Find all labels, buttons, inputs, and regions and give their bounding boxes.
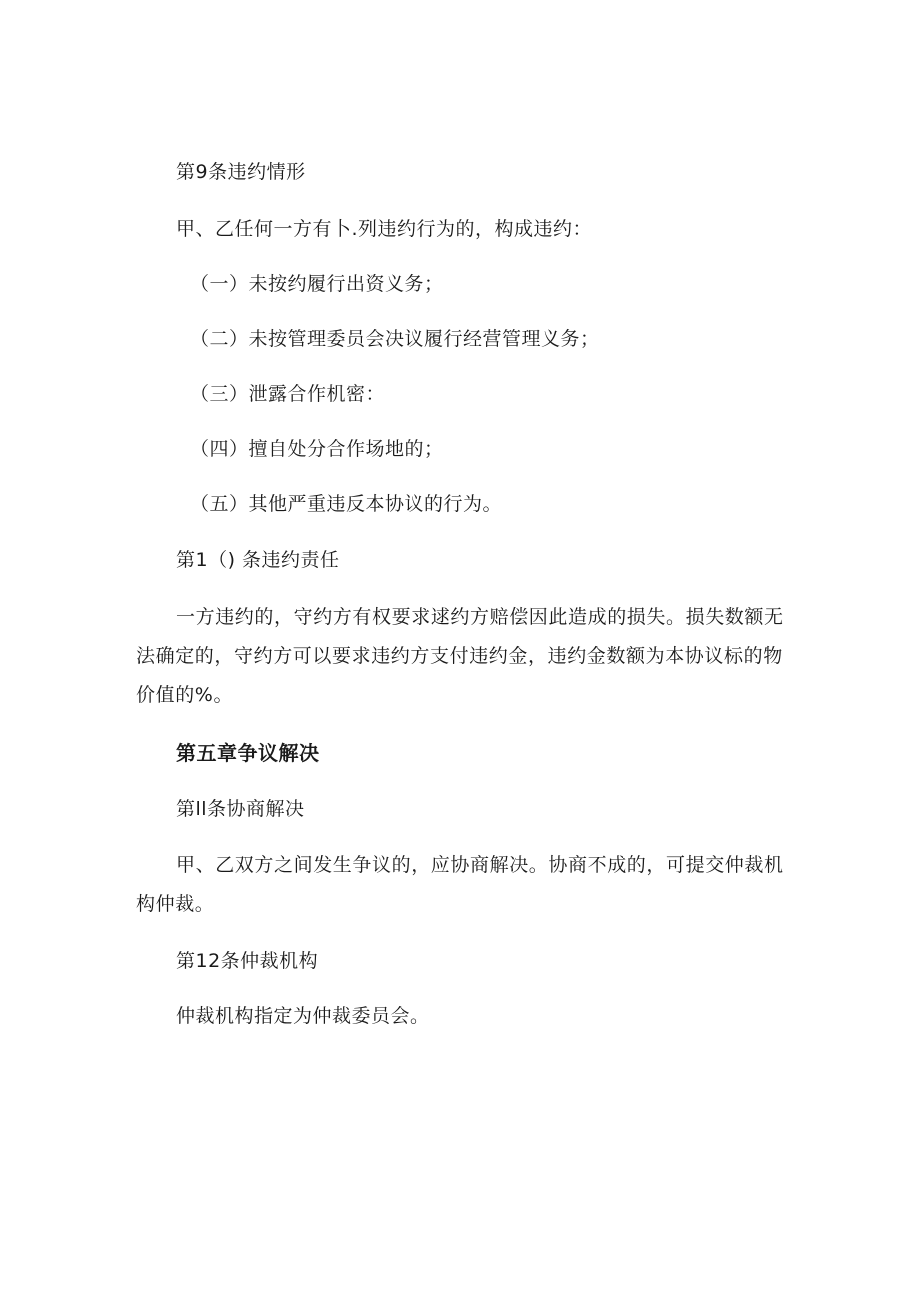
article-12-body: 仲裁机构指定为仲裁委员会。 <box>176 1005 430 1027</box>
chapter-5-title: 第五章争议解决 <box>176 741 320 765</box>
article-11-title: 第ll条协商解决 <box>176 798 305 820</box>
article-9-intro: 甲、乙任何一方有卜.列违约行为的，构成违约： <box>176 218 593 240</box>
article-9-item-2: （二）未按管理委员会决议履行经营管理义务； <box>190 328 600 350</box>
article-9-title: 第9条违约情形 <box>176 161 306 183</box>
article-12-title: 第12条仲裁机构 <box>176 950 319 972</box>
article-9-item-5: （五）其他严重违反本协议的行为。 <box>190 493 503 515</box>
article-10-body: 一方违约的，守约方有权要求逑约方赔偿因此造成的损失。损失数额无法确定的，守约方可以要求违约方支付违约金，违约金数额为本协议标的物价值的%。 <box>136 606 784 706</box>
article-9-item-4: （四）擅自处分合作场地的； <box>190 438 444 460</box>
article-9-item-3: （三）泄露合作机密： <box>190 383 386 405</box>
article-10-title: 第1（) 条违约责任 <box>176 549 340 571</box>
article-11-body: 甲、乙双方之间发生争议的，应协商解决。协商不成的，可提交仲裁机构仲裁。 <box>136 854 784 915</box>
article-9-item-1: （一）未按约履行出资义务； <box>190 273 444 295</box>
